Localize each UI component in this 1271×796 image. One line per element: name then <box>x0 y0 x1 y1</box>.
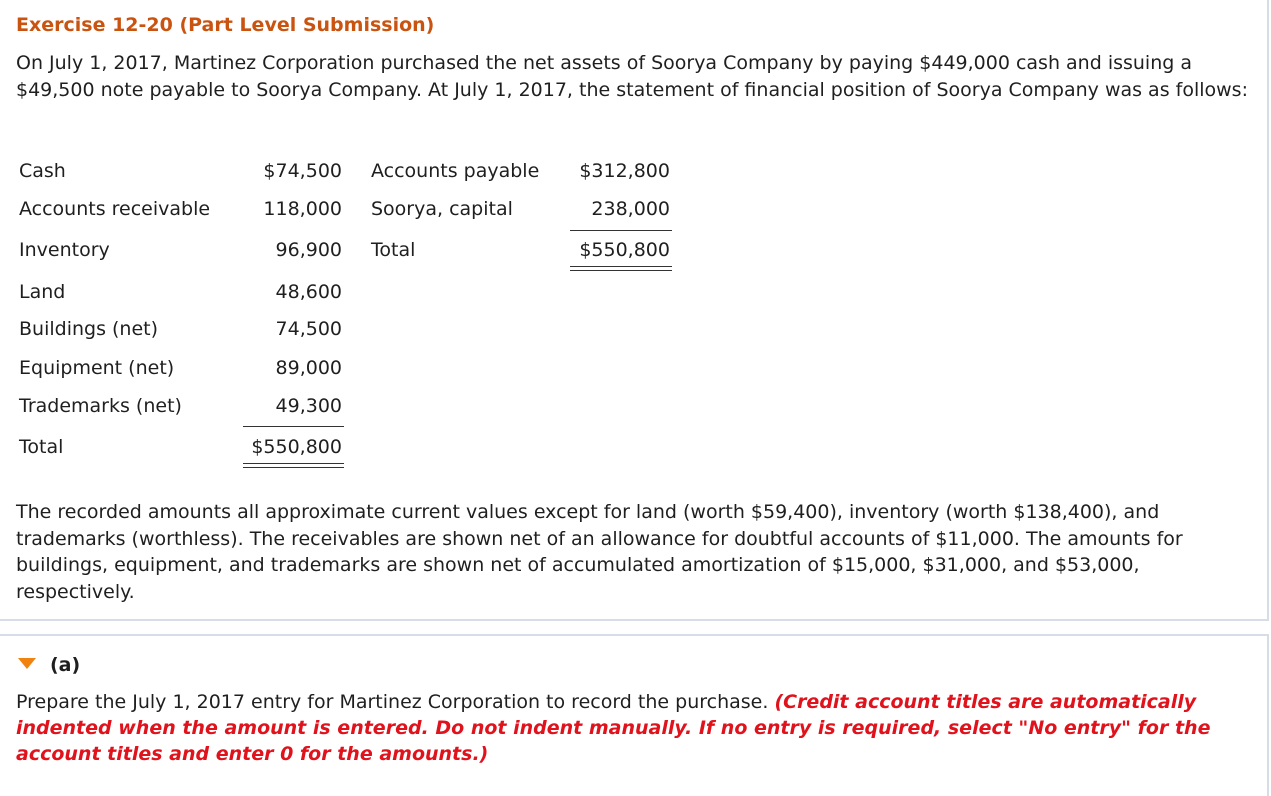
part-a-label: (a) <box>50 654 81 676</box>
liability-amount-capital: 238,000 <box>591 198 670 220</box>
asset-amount-inventory: 96,900 <box>275 239 342 261</box>
part-a-prompt-text: Prepare the July 1, 2017 entry for Martinez Corporation to record the purchase. <box>16 691 775 713</box>
liability-label-capital: Soorya, capital <box>371 198 513 220</box>
liability-amount-payable: $312,800 <box>579 160 670 182</box>
asset-amount-equipment: 89,000 <box>275 357 342 379</box>
asset-label-total: Total <box>19 436 64 458</box>
valuation-note: The recorded amounts all approximate current values except for land (worth $59,400), inventory (worth $138,400), and trademarks (worthless). The receivables are shown net of an allowance for doubtful accounts of $11,000. The amounts for buildings, equipment, and trademarks are shown net of accumulated amortization of $15,000, $31,000, and $53,000, respectively. <box>16 501 1183 603</box>
exercise-title: Exercise 12-20 (Part Level Submission) <box>16 14 435 36</box>
part-a-instruction: (Credit account titles are automatically indented when the amount is entered. Do not indent manually. If no entry is required, select "No entry" for the account titles and enter 0 for the amounts.) <box>16 691 1211 765</box>
asset-amount-receivable: 118,000 <box>263 198 342 220</box>
problem-intro: On July 1, 2017, Martinez Corporation purchased the net assets of Soorya Company by paying $449,000 cash and issuing a $49,500 note payable to Soorya Company. At July 1, 2017, the statement of financial position of Soorya Company was as follows: <box>16 52 1248 101</box>
asset-amount-total: $550,800 <box>251 436 342 458</box>
liability-label-payable: Accounts payable <box>371 160 540 182</box>
asset-label-cash: Cash <box>19 160 66 182</box>
liability-total-double-rule <box>570 266 672 271</box>
asset-label-equipment: Equipment (net) <box>19 357 175 379</box>
asset-amount-trademarks: 49,300 <box>275 395 342 417</box>
asset-amount-buildings: 74,500 <box>275 318 342 340</box>
asset-label-buildings: Buildings (net) <box>19 318 159 340</box>
asset-amount-land: 48,600 <box>275 281 342 303</box>
asset-label-trademarks: Trademarks (net) <box>19 395 182 417</box>
asset-amount-cash: $74,500 <box>263 160 342 182</box>
asset-label-receivable: Accounts receivable <box>19 198 211 220</box>
asset-label-inventory: Inventory <box>19 239 110 261</box>
part-a-header[interactable] <box>18 654 80 676</box>
asset-total-double-rule <box>243 463 344 468</box>
part-a-prompt <box>16 689 1256 767</box>
asset-subtotal-rule <box>243 426 344 427</box>
liability-label-total: Total <box>371 239 416 261</box>
liability-subtotal-rule <box>570 230 672 231</box>
collapse-triangle-icon[interactable] <box>18 658 36 669</box>
asset-label-land: Land <box>19 281 66 303</box>
liability-amount-total: $550,800 <box>579 239 670 261</box>
